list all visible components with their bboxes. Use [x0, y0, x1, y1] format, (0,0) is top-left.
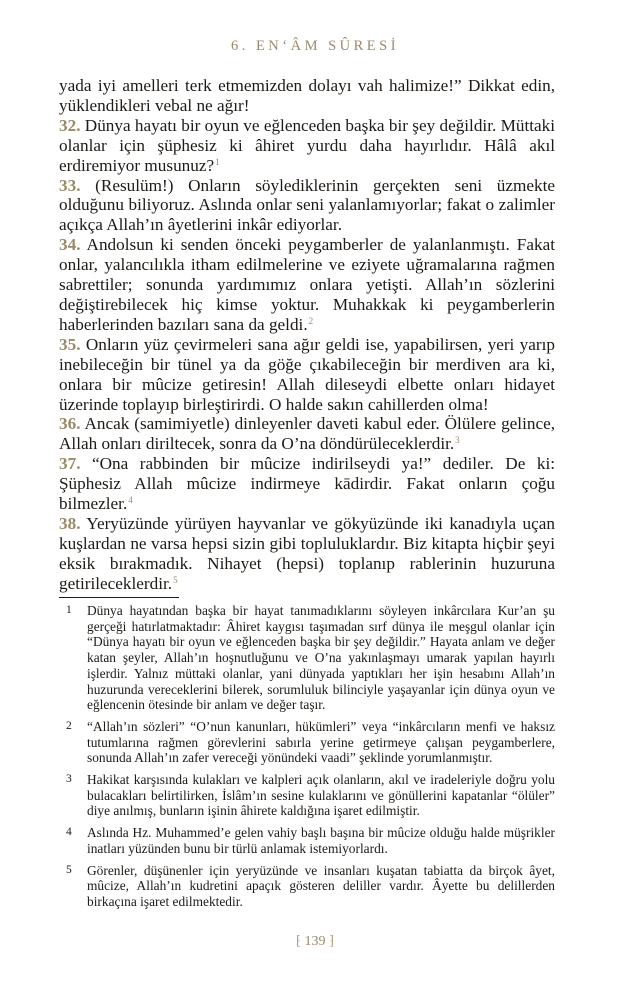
verse-continuation: [59, 76, 555, 116]
verse-text: Ancak (samimiyetle) dinleyenler daveti kabul eder. Ölülere gelince, Allah onları diriltecek, sonra da O’na döndürüleceklerdir.: [59, 414, 555, 454]
verse-body: [59, 76, 555, 594]
verse-number: 38.: [59, 513, 81, 533]
footnote-5: [59, 863, 555, 910]
footnote-number: 5: [66, 863, 72, 876]
verse-34: [59, 235, 555, 335]
verse-number: 34.: [59, 235, 81, 255]
footnote-number: 3: [66, 773, 72, 786]
verse-number: 35.: [59, 334, 81, 354]
footnote-ref[interactable]: 5: [173, 574, 178, 585]
verse-number: 32.: [59, 115, 81, 135]
verse-37: [59, 454, 555, 514]
verse-text: (Resulüm!) Onların söylediklerinin gerçekten seni üzmekte olduğunu biliyoruz. Aslında onlar seni yalanlamıyorlar; fakat o zalimler açıkça Allah’ın âyetlerini inkâr ediyorlar.: [59, 175, 556, 235]
footnote-text: Dünya hayatından başka bir hayat tanımadıklarını söyleyen inkârcılara Kur’an şu gerçeği hatırlatmaktadır: Âhiret kaygısı taşımadan sırf dünya ile meşgul olanlar için “Dünya hayatı bir oyun ve eğlenceden başka bir şey değildir.” Hayata anlam ve değer katan şeyler, Allah’ın hoşnutluğunu ve O’na yakınlaşmayı umarak yapılan hayırlı işlerdir. Yalnız müttaki olanlar, yani dünyada yaptıkları her işin hesabını Allah’ın huzurunda vereceklerini bilerek, sorumluluk bilinciyle yaşayanlar için dünya oyun ve eğlencenin ötesinde bir anlam ve değer taşır.: [87, 603, 555, 713]
footnote-ref[interactable]: 1: [215, 156, 220, 167]
verse-text: Onların yüz çevirmeleri sana ağır geldi ise, yapabilirsen, yeri yarıp inebileceğin bir tünel ya da göğe çıkabileceğin bir merdiven ara ki, onlara bir mûcize getiresin! Allah dileseydi elbette onları hidayet üzerinde toplayıp birleştirirdi. O halde sakın cahillerden olma!: [59, 334, 555, 414]
footnote-text: Görenler, düşünenler için yeryüzünde ve insanları kuşatan tabiatta da birçok âyet, mûcize, Allah’ın kudretini apaçık gösteren deliller vardır. Âyette bu delillerden birkaçına işaret edilmektedir.: [87, 862, 555, 909]
verse-text: Dünya hayatı bir oyun ve eğlenceden başka bir şey değildir. Müttaki olanlar için şüphesiz ki âhiret yurdu daha hayırlıdır. Hâlâ akıl erdiremiyor musunuz?: [59, 115, 556, 175]
footnote-2: [59, 719, 555, 766]
page-number: [0, 933, 630, 950]
footnote-divider: [59, 597, 179, 598]
left-ornament-icon: ⁅: [295, 933, 301, 948]
verse-33: [59, 176, 555, 236]
footnote-1: [59, 603, 555, 713]
footnote-ref[interactable]: 3: [455, 435, 460, 446]
verse-35: [59, 335, 555, 415]
footnotes: [59, 603, 555, 916]
verse-number: 36.: [59, 414, 81, 434]
footnote-4: [59, 825, 555, 856]
verse-number: 33.: [59, 175, 81, 195]
footnote-text: “Allah’ın sözleri” “O’nun kanunları, hükümleri” veya “inkârcıların menfi ve haksız tutumlarına rağmen görevlerini sabırla yerine getirmeye çalışan peygamberlere, sonunda Allah’ın zafer vereceği yönündeki vaadi” şeklinde yorumlanmıştır.: [87, 718, 555, 766]
footnote-number: 1: [66, 604, 72, 616]
footnote-text: Aslında Hz. Muhammed’e gelen vahiy başlı başına bir mûcize olduğu halde müşrikler inatları yüzünden bunu bir türlü anlamak istemiyorlardı.: [87, 825, 555, 856]
verse-text: “Ona rabbinden bir mûcize indirilseydi ya!” dediler. De ki: Şüphesiz Allah mûcize indirmeye kādirdir. Fakat onların çoğu bilmezler.: [59, 454, 556, 514]
verse-36: [59, 414, 555, 454]
footnote-number: 4: [66, 826, 72, 839]
verse-32: [59, 116, 555, 176]
right-ornament-icon: ⁆: [329, 933, 335, 948]
verse-38: [59, 514, 555, 594]
footnote-text: Hakikat karşısında kulakları ve kalpleri açık olanların, akıl ve iradeleriyle doğru yolu bulacakları belirtilirken, İslâm’ın sesine kulaklarını ve gönüllerini kapatanlar “ölüler” diye anılmış, bunların işinin âhirete kaldığına işaret edilmiştir.: [87, 772, 555, 819]
footnote-3: [59, 772, 555, 819]
footnote-ref[interactable]: 4: [128, 495, 133, 506]
page-number-text: 139: [304, 934, 326, 949]
footnote-ref[interactable]: 2: [308, 315, 314, 326]
verse-text: Yeryüzünde yürüyen hayvanlar ve gökyüzünde iki kanadıyla uçan kuşlardan ne varsa hepsi sizin gibi topluluklardır. Biz kitapta hiçbir şeyi eksik bırakmadık. Nihayet (hepsi) toplanıp rablerinin huzuruna getirileceklerdir.: [59, 513, 555, 593]
verse-number: 37.: [59, 454, 81, 474]
verse-text: yada iyi amelleri terk etmemizden dolayı vah halimize!” Dikkat edin, yüklendikleri vebal ne ağır!: [59, 76, 555, 115]
footnote-number: 2: [66, 719, 72, 732]
page-header: 6. EN‘ÂM SÛRESİ: [230, 38, 400, 54]
verse-text: Andolsun ki senden önceki peygamberler de yalanlanmıştı. Fakat onlar, yalancılıkla itham edilmelerine ve eziyete uğramalarına rağmen sabrettiler; sonunda yardımımız onlara yetişti. Allah’ın sözlerini değiştirebilecek hiç kimse yoktur. Muhakkak ki peygamberlerin haberlerinden bazıları sana da geldi.: [59, 235, 555, 334]
